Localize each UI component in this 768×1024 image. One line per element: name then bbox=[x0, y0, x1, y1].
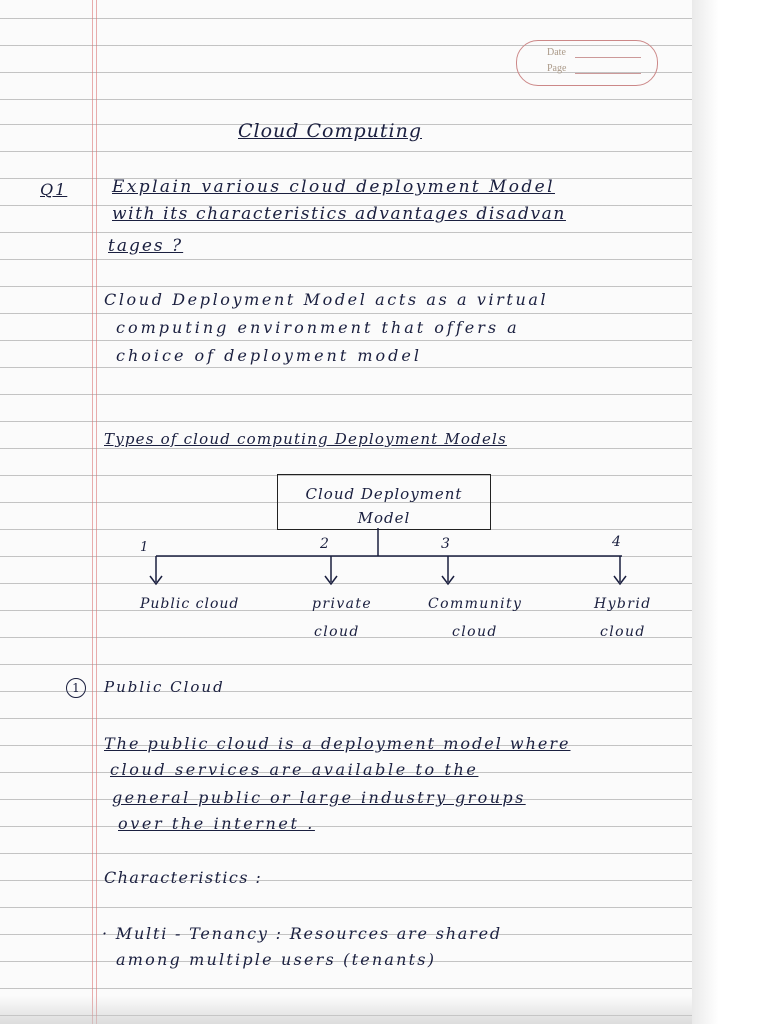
branch-number: 2 bbox=[320, 536, 329, 552]
diagram-child-label: cloud bbox=[600, 624, 646, 640]
diagram-child-label: Public cloud bbox=[140, 596, 240, 612]
paragraph-line: over the internet . bbox=[118, 814, 315, 833]
section-number-circle: 1 bbox=[66, 678, 86, 698]
page-bottom-shadow bbox=[0, 996, 692, 1024]
bullet-line: among multiple users (tenants) bbox=[116, 950, 437, 969]
diagram-child-label: private bbox=[312, 596, 373, 612]
diagram-child-label: Hybrid bbox=[594, 596, 652, 612]
characteristics-label: Characteristics : bbox=[104, 868, 263, 887]
page-label: Page bbox=[547, 63, 567, 74]
paragraph-line: The public cloud is a deployment model where bbox=[104, 734, 571, 753]
intro-line: computing environment that offers a bbox=[116, 318, 520, 337]
paragraph-line: general public or large industry groups bbox=[112, 788, 526, 807]
question-number: Q1 bbox=[40, 180, 68, 199]
date-label: Date bbox=[547, 47, 566, 58]
diagram-child-label: cloud bbox=[314, 624, 360, 640]
question-line: Explain various cloud deployment Model bbox=[112, 177, 555, 197]
question-line: with its characteristics advantages disadvan bbox=[112, 204, 566, 224]
diagram-root-label: Cloud Deployment Model bbox=[305, 485, 463, 527]
page-title: Cloud Computing bbox=[238, 120, 422, 142]
intro-line: Cloud Deployment Model acts as a virtual bbox=[104, 290, 549, 309]
branch-number: 3 bbox=[441, 536, 450, 552]
question-line: tages ? bbox=[108, 236, 184, 256]
diagram-child-label: Community bbox=[428, 596, 523, 612]
branch-number: 1 bbox=[140, 540, 149, 555]
types-heading: Types of cloud computing Deployment Models bbox=[104, 430, 507, 448]
diagram-child-label: cloud bbox=[452, 624, 498, 640]
intro-line: choice of deployment model bbox=[116, 346, 423, 365]
paragraph-line: cloud services are available to the bbox=[110, 760, 479, 779]
bullet-line: · Multi - Tenancy : Resources are shared bbox=[102, 924, 502, 943]
branch-number: 4 bbox=[612, 534, 621, 550]
section-heading: Public Cloud bbox=[104, 678, 225, 696]
